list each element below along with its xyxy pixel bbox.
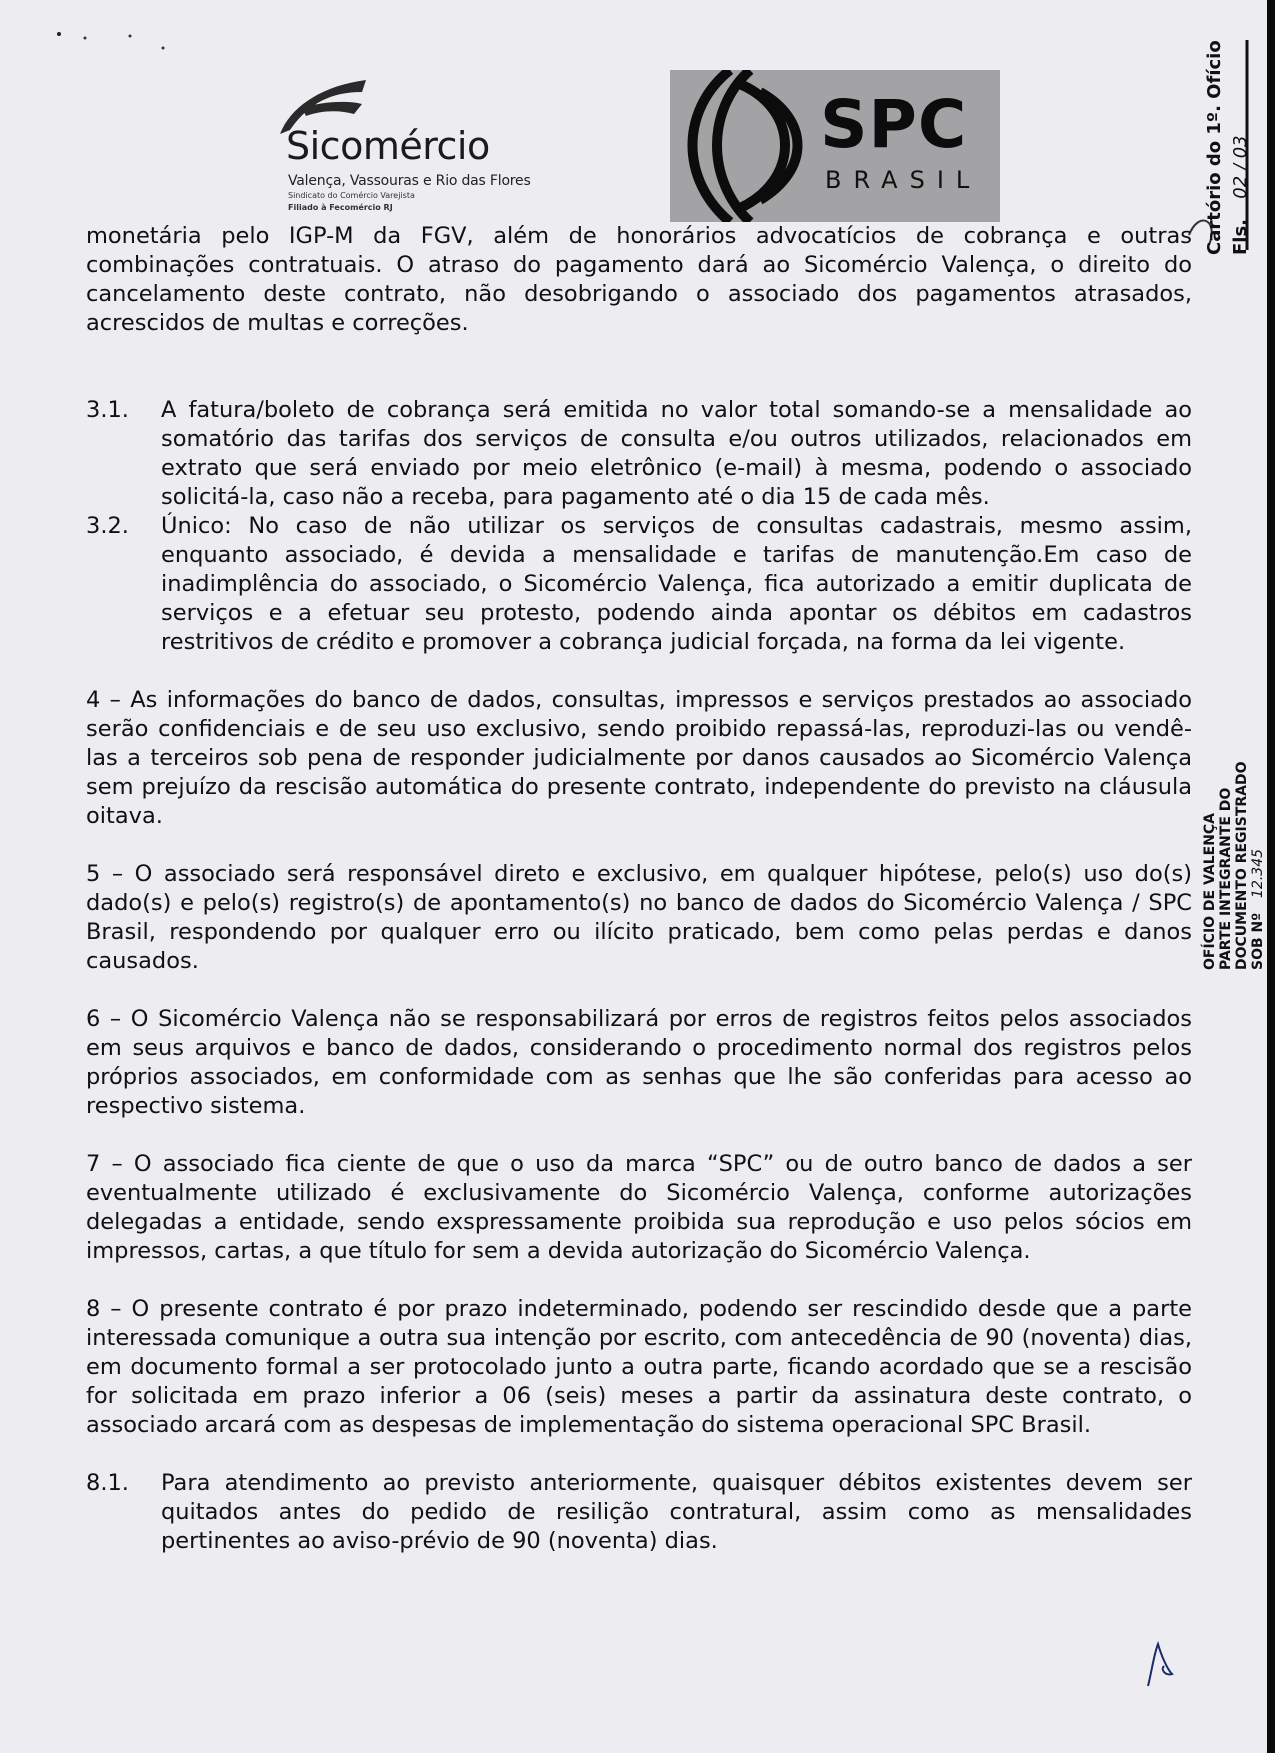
spc-arcs-icon bbox=[670, 70, 820, 222]
clause-6: 6 – O Sicomércio Valença não se responsabilizará por erros de registros feitos pelos associados em seus arquivos e banco de dados, considerando o procedimento normal dos registros pelos próprios associados, em conformidade com as senhas que lhe são conferidas para acesso ao respectivo sistema. bbox=[86, 1006, 1192, 1119]
registro-line2: PARTE INTEGRANTE DO bbox=[1218, 787, 1234, 970]
spc-brasil-logo bbox=[670, 70, 1000, 222]
handwritten-initial-icon bbox=[1140, 1640, 1180, 1690]
sicomercio-logo bbox=[250, 78, 600, 218]
registro-line3: DOCUMENTO REGISTRADO bbox=[1234, 761, 1250, 970]
sicomercio-line3: Filiado à Fecomércio RJ bbox=[288, 203, 393, 212]
clause-4: 4 – As informações do banco de dados, consultas, impressos e serviços prestados ao associado serão confidenciais e de seu uso exclusivo, sendo proibido repassá-las, reproduzi-las ou vendê-las a terceiros sob pena de responder judicialmente por danos causados ao Sicomércio Valença sem prejuízo da rescisão automática do presente contrato, independente do previsto na cláusula oitava. bbox=[86, 687, 1192, 829]
clause-text: Único: No caso de não utilizar os serviços de consultas cadastrais, mesmo assim, enquanto associado, é devida a mensalidade e tarifas de manutenção.Em caso de inadimplência do associado, o Sicomércio Valença, fica autorizado a emitir duplicata de serviços e a efetuar seu protesto, podendo ainda apontar os débitos em cadastros restritivos de crédito e promover a cobrança judicial forçada, na forma da lei vigente. bbox=[161, 513, 1192, 655]
clause-number: 3.1. bbox=[86, 397, 129, 423]
clause-8-1 bbox=[86, 1469, 1192, 1556]
sicomercio-subtitle: Valença, Vassouras e Rio das Flores bbox=[288, 173, 531, 189]
registro-stamp bbox=[1200, 740, 1270, 990]
scan-specks bbox=[55, 28, 175, 58]
fls-value: 02 / 03 bbox=[1230, 135, 1251, 199]
intro-paragraph: monetária pelo IGP-M da FGV, além de honorários advocatícios de cobrança e outras combinações contratuais. O atraso do pagamento dará ao Sicomércio Valença, o direito do cancelamento deste contrato, não desobrigando o associado dos pagamentos atrasados, acrescidos de multas e correções. bbox=[86, 223, 1192, 336]
clause-3-2 bbox=[86, 512, 1192, 657]
spc-name: SPC bbox=[820, 86, 968, 163]
clause-text: Para atendimento ao previsto anteriormente, quaisquer débitos existentes devem ser quitados antes do pedido de resilição contratural, assim como as mensalidades pertinentes ao aviso-prévio de 90 (noventa) dias. bbox=[161, 1470, 1192, 1554]
cartorio-label: Cartório do 1º. Ofício bbox=[1204, 40, 1225, 255]
clause-5: 5 – O associado será responsável direto e exclusivo, em qualquer hipótese, pelo(s) uso do(s) dado(s) e pelo(s) registro(s) de apontamento(s) no banco de dados do Sicomércio Valença / SPC Brasil, respondendo por qualquer erro ou ilícito praticado, bem como pelas perdas e danos causados. bbox=[86, 861, 1192, 974]
clause-number: 8.1. bbox=[86, 1470, 129, 1496]
clause-text: A fatura/boleto de cobrança será emitida no valor total somando-se a mensalidade ao somatório das tarifas dos serviços de consulta e/ou outros utilizados, relacionados em extrato que será enviado por meio eletrônico (e-mail) à mesma, podendo o associado solicitá-la, caso não a receba, para pagamento até o dia 15 de cada mês. bbox=[161, 397, 1192, 510]
registro-line1: OFÍCIO DE VALENÇA bbox=[1202, 812, 1218, 970]
clause-7: 7 – O associado fica ciente de que o uso da marca “SPC” ou de outro banco de dados a ser eventualmente utilizado é exclusivamente do Sicomércio Valença, conforme autorizações delegadas a entidade, sendo exspressamente proibida sua reprodução e uso pelos sócios em impressos, cartas, a que título for sem a devida autorização do Sicomércio Valença. bbox=[86, 1151, 1192, 1264]
sicomercio-line2: Sindicato do Comércio Varejista bbox=[288, 191, 415, 200]
contract-body bbox=[86, 222, 1192, 1556]
sicomercio-name: Sicomércio bbox=[286, 124, 490, 168]
fls-label: Fls. 02 / 03 bbox=[1230, 135, 1251, 255]
spc-country: BRASIL bbox=[825, 166, 982, 194]
clause-3-1 bbox=[86, 396, 1192, 512]
clause-number: 3.2. bbox=[86, 513, 129, 539]
registro-line4: SOB Nº 12.345 bbox=[1250, 848, 1266, 970]
clause-8: 8 – O presente contrato é por prazo indeterminado, podendo ser rescindido desde que a parte interessada comunique a outra sua intenção por escrito, com antecedência de 90 (noventa) dias, em documento formal a ser protocolado junto a outra parte, ficando acordado que se a rescisão for solicitada em prazo inferior a 06 (seis) meses a partir da assinatura deste contrato, o associado arcará com as despesas de implementação do sistema operacional SPC Brasil. bbox=[86, 1296, 1192, 1438]
registro-number: 12.345 bbox=[1250, 848, 1266, 898]
